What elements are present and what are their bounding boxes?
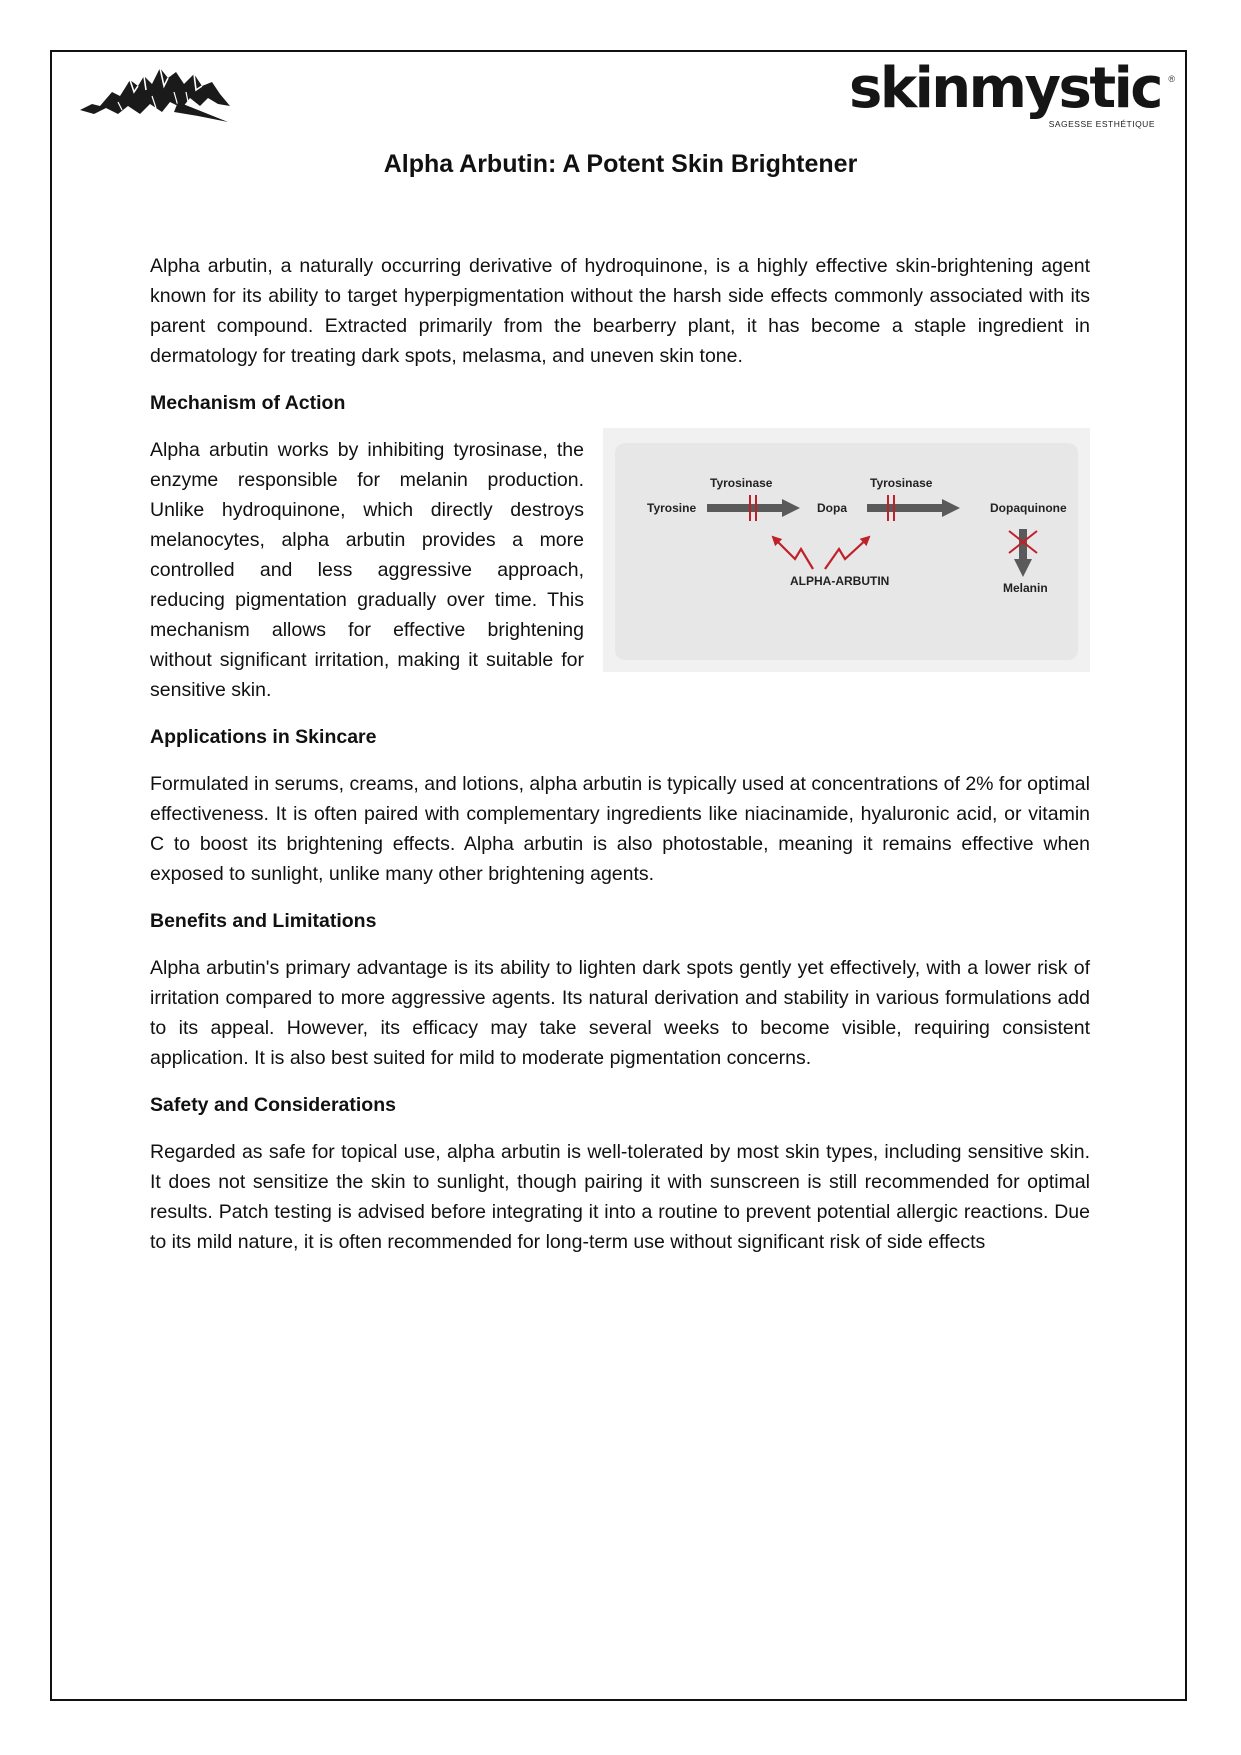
brand-tagline: SAGESSE ESTHÉTIQUE: [1048, 119, 1155, 129]
arrow-tyrosine-to-dopa: [707, 499, 800, 517]
page-title: Alpha Arbutin: A Potent Skin Brightener: [383, 150, 858, 178]
mechanism-section: [150, 435, 1090, 705]
label-dopaquinone: Dopaquinone: [990, 501, 1067, 515]
section-body-benefits: Alpha arbutin's primary advantage is its ability to lighten dark spots gently yet effectively, with a lower risk of irritation compared to more aggressive agents. Its natural derivation and stability in various formulations add to its appeal. However, its efficacy may take several weeks to become visible, requiring consistent application. It is also best suited for mild to moderate pigmentation concerns.: [150, 957, 1090, 1069]
section-heading-safety: Safety and Considerations: [150, 1094, 396, 1116]
label-tyrosine: Tyrosine: [647, 501, 697, 515]
label-tyrosinase-2: Tyrosinase: [870, 476, 933, 490]
brand-logo: [849, 56, 1175, 129]
inhibition-bolt-right: [825, 537, 869, 569]
mechanism-diagram: [603, 428, 1090, 672]
section-heading-benefits: Benefits and Limitations: [150, 910, 377, 932]
diagram-panel: [615, 443, 1078, 660]
brand-registered-mark: ®: [1168, 74, 1175, 84]
mountain-range-icon: [78, 62, 232, 126]
section-body-applications: Formulated in serums, creams, and lotions, alpha arbutin is typically used at concentrations of 2% for optimal effectiveness. It is often paired with complementary ingredients like niacinamide, hyaluronic acid, or vitamin C to boost its brightening effects. Alpha arbutin is also photostable, meaning it remains effective when exposed to sunlight, unlike many other brightening agents.: [150, 773, 1090, 885]
arrow-dopa-to-dopaquinone: [867, 499, 960, 517]
label-melanin: Melanin: [1003, 581, 1048, 595]
section-heading-applications: Applications in Skincare: [150, 726, 377, 748]
label-alpha-arbutin: ALPHA-ARBUTIN: [790, 574, 890, 588]
section-heading-mechanism: Mechanism of Action: [150, 392, 346, 414]
label-dopa: Dopa: [817, 501, 847, 515]
intro-paragraph: Alpha arbutin, a naturally occurring derivative of hydroquinone, is a highly effective skin-brightening agent known for its ability to target hyperpigmentation without the harsh side effects commonly associated with its parent compound. Extracted primarily from the bearberry plant, it has become a staple ingredient in dermatology for treating dark spots, melasma, and uneven skin tone.: [150, 255, 1090, 367]
label-tyrosinase-1: Tyrosinase: [710, 476, 773, 490]
brand-name: skinmystic: [849, 56, 1161, 121]
section-body-mechanism: Alpha arbutin works by inhibiting tyrosinase, the enzyme responsible for melanin production. Unlike hydroquinone, which directly destroys melanocytes, alpha arbutin provides a more controlled and less aggressive approach, reducing pigmentation gradually over time. This mechanism allows for effective brightening without significant irritation, making it suitable for sensitive skin.: [150, 439, 584, 701]
article-body: [150, 251, 1090, 1274]
section-body-safety: Regarded as safe for topical use, alpha arbutin is well-tolerated by most skin types, including sensitive skin. It does not sensitize the skin to sunlight, though pairing it with sunscreen is still recommended for optimal results. Patch testing is advised before integrating it into a routine to prevent potential allergic reactions. Due to its mild nature, it is often recommended for long-term use without significant risk of side effects: [150, 1141, 1090, 1253]
inhibition-bolt-left: [773, 537, 813, 569]
